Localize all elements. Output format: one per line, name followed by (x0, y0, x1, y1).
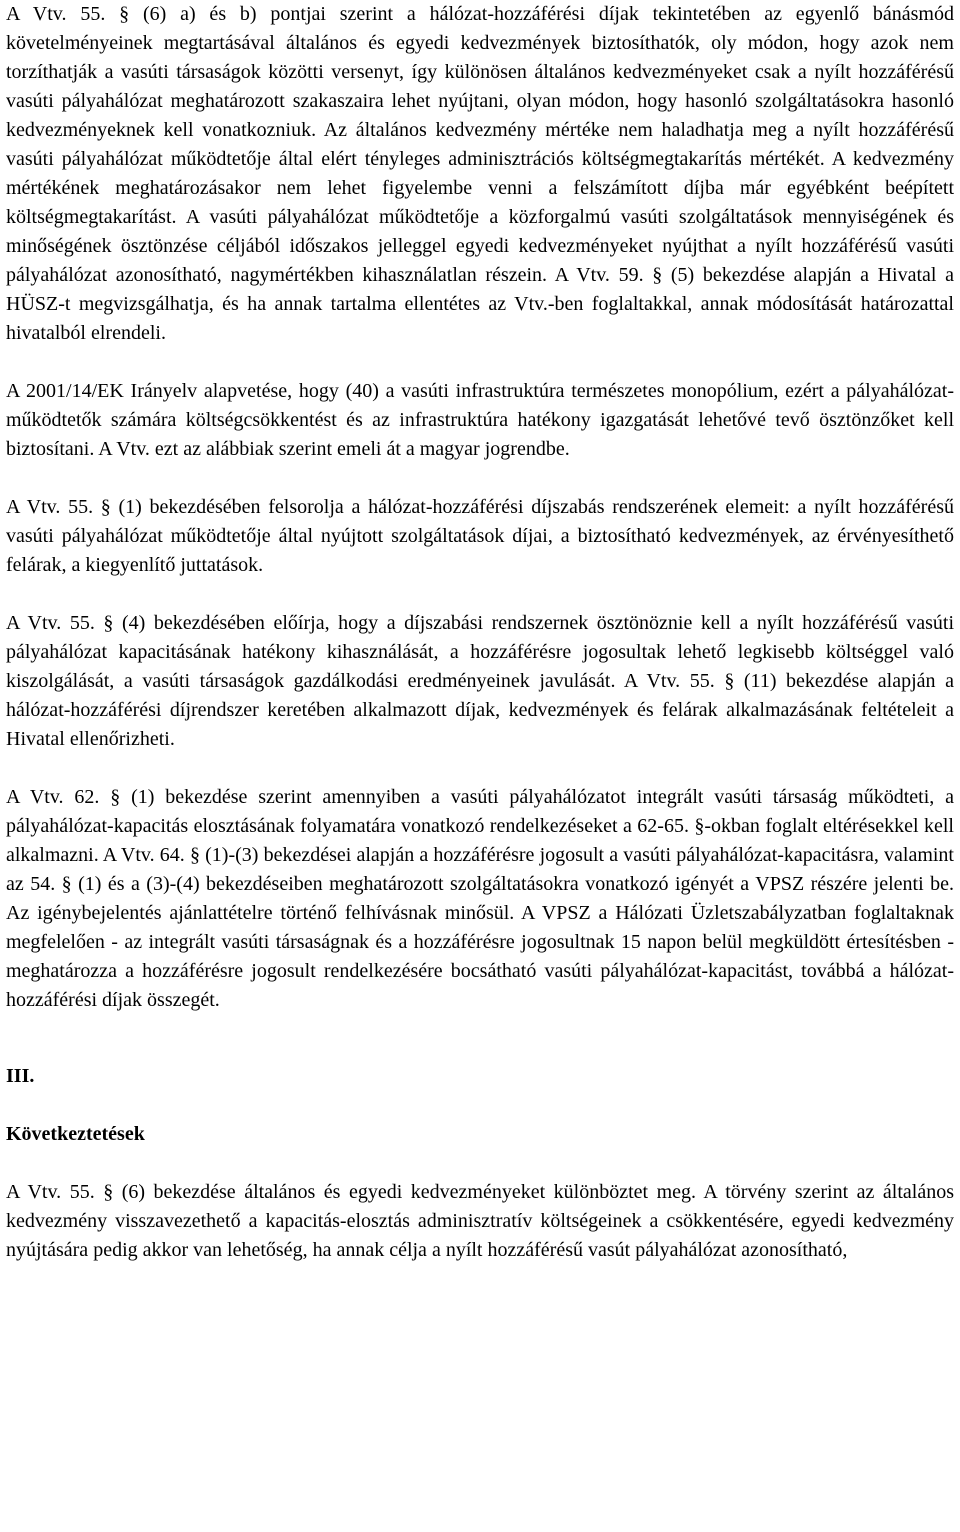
section-title: Következtetések (6, 1123, 145, 1145)
paragraph-directive: A 2001/14/EK Irányelv alapvetése, hogy (40) a vasúti infrastruktúra természetes monopólium, ezért a pályahálózat-működtetők számára költségcsökkentést és az infrastruktúra hatékony igazgatását lehetővé tevő ösztönzőket kell biztosítani. A Vtv. ezt az alábbiak szerint emeli át a magyar jogrendbe. (6, 380, 954, 460)
paragraph-gap (6, 1015, 954, 1044)
section-number: III. (6, 1065, 35, 1087)
paragraph-gap (6, 754, 954, 783)
paragraph-gap (6, 1091, 954, 1120)
paragraph-conclusions: A Vtv. 55. § (6) bekezdése általános és egyedi kedvezményeket különböztet meg. A törvény szerint az általános kedvezmény visszavezethető a kapacitás-elosztás adminisztratív költségeinek a csökkentésére, egyedi kedvezmény nyújtására pedig akkor van lehetőség, ha annak célja a nyílt hozzáférésű vasút pályahálózat azonosítható, (6, 1181, 954, 1261)
document-page (6, 0, 954, 1265)
paragraph-fee-elements: A Vtv. 55. § (1) bekezdésében felsorolja a hálózat-hozzáférési díjszabás rendszerének elemeit: a nyílt hozzáférésű vasúti pályahálózat működtetője által nyújtott szolgáltatások díjai, a biztosítható kedvezmények, az érvényesíthető felárak, a kiegyenlítő juttatások. (6, 496, 954, 576)
paragraph-gap (6, 464, 954, 493)
paragraph-gap (6, 1044, 954, 1062)
paragraph-gap (6, 580, 954, 609)
paragraph-discounts-rules: A Vtv. 55. § (6) a) és b) pontjai szerint a hálózat-hozzáférési díjak tekintetében az egyenlő bánásmód követelményeinek megtartásával általános és egyedi kedvezmények biztosíthatók, oly módon, hogy azok nem torzíthatják a vasúti társaságok közötti versenyt, így különösen általános kedvezményeket csak a nyílt hozzáférésű vasúti pályahálózat meghatározott szakaszaira lehet nyújtani, olyan módon, hogy hasonló szolgáltatásokra hasonló kedvezményeknek kell vonatkozniuk. Az általános kedvezmény mértéke nem haladhatja meg a nyílt hozzáférésű vasúti pályahálózat működtetője által elért tényleges adminisztrációs költségmegtakarítás mértékét. A kedvezmény mértékének meghatározásakor nem lehet figyelembe venni a felszámított díjba már egyébként beépített költségmegtakarítást. A vasúti pályahálózat működtetője a közforgalmú vasúti szolgáltatások mennyiségének és minőségének ösztönzése céljából időszakos jelleggel egyedi kedvezményeket nyújthat a nyílt hozzáférésű vasúti pályahálózat azonosítható, nagymértékben kihasználatlan részein. A Vtv. 59. § (5) bekezdése alapján a Hivatal a HÜSZ-t megvizsgálhatja, és ha annak tartalma ellentétes az Vtv.-ben foglaltakkal, annak módosítását határozattal hivatalból elrendeli. (6, 3, 954, 344)
paragraph-gap (6, 348, 954, 377)
paragraph-capacity-allocation: A Vtv. 62. § (1) bekezdése szerint amennyiben a vasúti pályahálózatot integrált vasúti társaság működteti, a pályahálózat-kapacitás elosztásának folyamatára vonatkozó rendelkezéseket a 62-65. §-okban foglalt eltérésekkel kell alkalmazni. A Vtv. 64. § (1)-(3) bekezdései alapján a hozzáférésre jogosult a vasúti pályahálózat-kapacitásra, valamint az 54. § (1) és a (3)-(4) bekezdéseiben meghatározott szolgáltatásokra vonatkozó igényét a VPSZ részére jelenti be. Az igénybejelentés ajánlattételre történő felhívásnak minősül. A VPSZ a Hálózati Üzletszabályzatban foglaltaknak megfelelően - az integrált vasúti társaságnak és a hozzáférésre jogosultnak 15 napon belül megküldött értesítésben - meghatározza a hozzáférésre jogosult rendelkezésére bocsátható vasúti pályahálózat-kapacitást, továbbá a hálózat-hozzáférési díjak összegét. (6, 786, 954, 1011)
paragraph-fee-incentives: A Vtv. 55. § (4) bekezdésében előírja, hogy a díjszabási rendszernek ösztönöznie kell a nyílt hozzáférésű vasúti pályahálózat kapacitásának hatékony kihasználását, a hozzáférésre jogosultak lehető legkisebb költséggel való kiszolgálását, a vasúti társaságok gazdálkodási eredményeinek javulását. A Vtv. 55. § (11) bekezdése alapján a hálózat-hozzáférési díjrendszer keretében alkalmazott díjak, kedvezmények és felárak alkalmazásának feltételeit a Hivatal ellenőrizheti. (6, 612, 954, 750)
paragraph-gap (6, 1149, 954, 1178)
